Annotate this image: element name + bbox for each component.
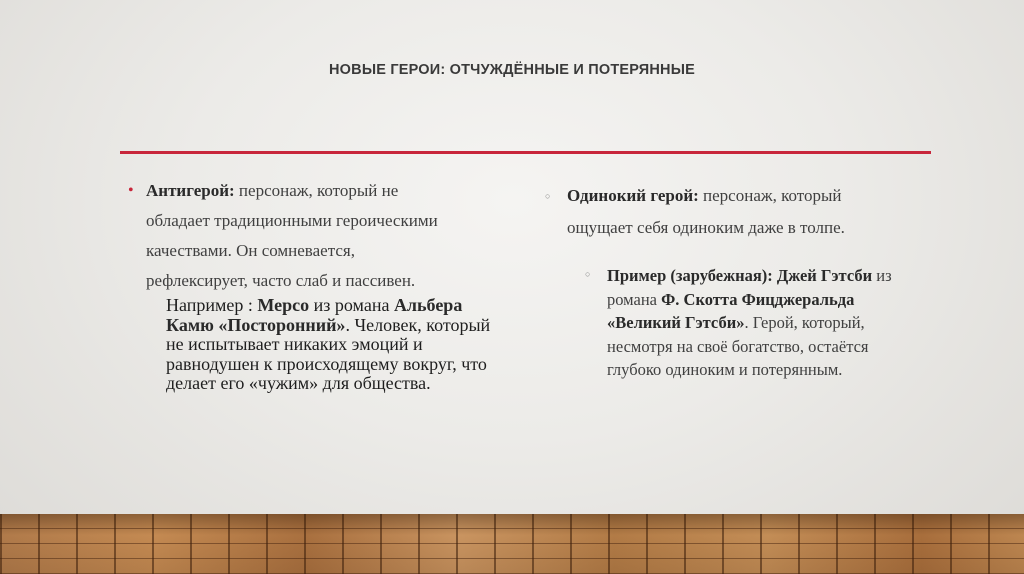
text-line: качествами. Он сомневается, (146, 241, 355, 260)
wooden-floor-decoration (0, 514, 1024, 574)
text-line: ощущает себя одиноким даже в толпе. (567, 218, 845, 237)
sub-rest: . Герой, который, несмотря на своё богатство, остаётся глубоко одиноким и потерянным. (607, 313, 869, 379)
example-mid: из романа (309, 295, 394, 315)
sub-mid: из романа (607, 266, 892, 309)
text-line: обладает традиционными героическими (146, 211, 438, 230)
example-prefix: Например : (166, 295, 258, 315)
sub-author-book: Ф. Скотта Фицджеральда «Великий Гэтсби» (607, 289, 855, 332)
example-rest: . Человек, который не испытывает никаких эмоций и равнодушен к происходящему вокруг, что делает его «чужим» для общества. (166, 314, 491, 393)
bullet-antihero (128, 176, 518, 296)
example-name: Мерсо (257, 295, 310, 315)
text-line: персонаж, который не (234, 181, 399, 200)
slide-title: НОВЫЕ ГЕРОИ: ОТЧУЖДЁННЫЕ И ПОТЕРЯННЫЕ (329, 62, 695, 78)
bullet-dot-icon: • (128, 182, 134, 199)
title-divider (120, 151, 931, 154)
example-author: Альбера Камю (166, 295, 463, 335)
circle-bullet-icon: ○ (585, 269, 591, 279)
example-gatsby (585, 264, 907, 382)
sub-term: Пример (зарубежная): Джей Гэтсби (607, 266, 873, 285)
circle-bullet-icon: ○ (545, 191, 551, 201)
example-book: «Посторонний» (218, 314, 346, 335)
text-line: рефлексирует, часто слаб и пассивен. (146, 271, 416, 290)
text-line: персонаж, который (698, 186, 842, 205)
left-column (128, 176, 518, 394)
example-meursault (166, 296, 506, 394)
term-lonely-hero: Одинокий герой: (567, 186, 699, 205)
bullet-lonely-hero (545, 180, 935, 244)
term-antihero: Антигерой: (146, 181, 235, 200)
right-column (545, 180, 935, 382)
